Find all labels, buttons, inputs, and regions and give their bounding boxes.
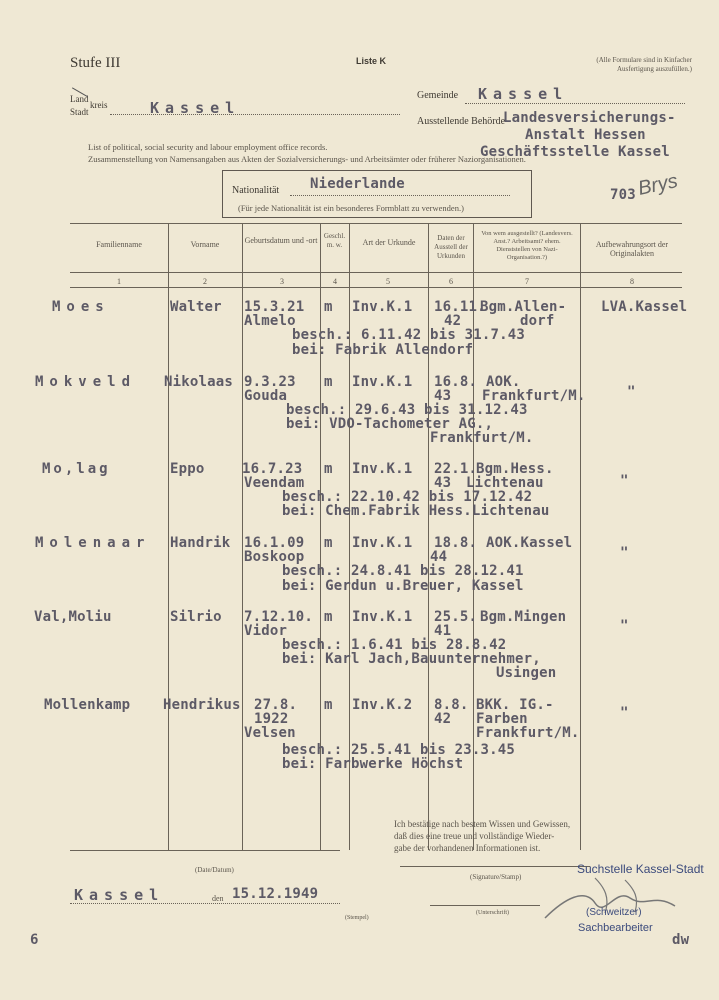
unterschrift-line [430,905,540,906]
employment-period: besch.: 22.10.42 bis 17.12.42 [282,489,533,505]
issuer: AOK.Kassel [486,535,573,551]
employment-period: besch.: 29.6.43 bis 31.12.43 [286,402,528,418]
handwritten-signature [535,868,695,928]
employment-period: besch.: 1.6.41 bis 28.8.42 [282,637,507,653]
birth-date: 15.3.21 [244,299,305,315]
doc-type: Inv.K.1 [352,535,413,551]
confirmation-line-3: gabe der vorhandenen Informationen ist. [394,843,541,853]
family-name: Mollenkamp [44,697,131,713]
doc-type: Inv.K.1 [352,299,413,315]
place-value: Kassel [74,886,165,904]
intro-en: List of political, social security and labour employment office records. [88,142,328,152]
gemeinde-line [465,103,685,104]
ausstellende-value-1: Landesversicherungs- [503,110,676,126]
issuer-2: Farben [476,711,528,727]
given-name: Walter [170,299,222,315]
doc-date: 25.5. [434,609,478,625]
birth-place: Boskoop [244,549,305,565]
doc-date: 16.8. [434,374,478,390]
birth-date: 16.7.23 [242,461,303,477]
issuer-3: Frankfurt/M. [476,725,580,741]
sex: m [324,697,333,713]
issuer: BKK. IG.- [476,697,554,713]
employment-period: besch.: 6.11.42 bis 31.7.43 [292,327,525,343]
col-header-doc: Art der Urkunde [362,238,416,247]
table-header-line [70,272,682,273]
col-header-family: Familienname [96,240,142,249]
employer: bei: VDO-Tachometer AG., [286,416,494,432]
birth-place: Almelo [244,313,296,329]
employer: bei: Farbwerke Höchst [282,756,464,772]
given-name: Hendrikus [163,697,241,713]
doc-date-year: 42 [434,711,452,727]
employer: bei: Karl Jach,Bauunternehmer, [282,651,541,667]
col-header-sex: Geschl. m. w. [323,232,346,249]
date-label: (Date/Datum) [195,866,234,874]
ausstellende-value-2: Anstalt Hessen [525,127,646,143]
employment-period: besch.: 24.8.41 bis 28.12.41 [282,563,524,579]
stempel-label: (Stempel) [345,915,369,921]
family-name: Mo,lag [42,461,111,477]
doc-date: 22.1. [434,461,478,477]
family-name: Val,Moliu [34,609,112,625]
page-number: 6 [30,932,39,948]
nationality-line [290,195,510,196]
employer: bei: Gerdun u.Breuer, Kassel [282,578,524,594]
col-num-8: 8 [630,277,634,286]
doc-date: 18.8. [434,535,478,551]
land-strike [66,87,88,107]
birth-place: Vidor [244,623,288,639]
liste-label: Liste K [356,56,387,66]
col-header-issuer: Von wem ausgestellt? (Landesvers. Anst.? Arbeitsamt? ehem. Dienststellen von Nazi-Organisation.?) [481,230,573,261]
col-header-birth: Geburtsdatum und -ort [244,236,318,245]
issuer: Bgm.Allen- [480,299,567,315]
intro-de: Zusammenstellung von Namensangaben aus Akten der Sozialversicherungs- und Arbeitsämter oder früherer Naziorganisationen. [88,154,526,164]
employment-period: besch.: 25.5.41 bis 23.3.45 [282,742,515,758]
location: " [620,705,629,721]
ausstellende-value-3: Geschäftsstelle Kassel [480,144,670,160]
table-top-line [70,223,682,224]
birth-place: Veendam [244,475,305,491]
nationality-value: Niederlande [310,176,405,192]
col-num-6: 6 [449,277,453,286]
employer-city: Usingen [496,665,557,681]
gemeinde-label: Gemeinde [417,90,459,101]
stadt-label: Stadt [70,107,89,117]
family-name: Molenaar [35,535,151,551]
birth-date: 7.12.10. [244,609,314,625]
col-num-4: 4 [333,277,337,286]
suchstelle-stamp: Suchstelle Kassel-Stadt [577,862,704,876]
doc-date-year: 44 [430,549,448,565]
kreis-value: Kassel [150,99,241,117]
col-header-location: Aufbewahrungsort der Originalakten [595,240,669,258]
place-line [70,903,340,904]
sex: m [324,609,333,625]
col-num-3: 3 [280,277,284,286]
doc-date: 16.11. [434,299,486,315]
given-name: Silrio [170,609,222,625]
doc-date: 8.8. [434,697,469,713]
confirmation-line-1: Ich bestätige nach bestem Wissen und Gewissen, [394,819,571,829]
col-num-2: 2 [203,277,207,286]
col-header-dates: Daten der Ausstell der Urkunden [434,234,468,260]
col-divider-2 [242,223,243,850]
given-name: Eppo [170,461,205,477]
doc-date-year: 42 [444,313,462,329]
doc-type: Inv.K.1 [352,609,413,625]
ausstellende-label: Ausstellende Behörde [417,116,506,127]
role-label: Sachbearbeiter [578,922,653,934]
typist-initials: dw [672,932,690,948]
location: " [620,545,629,561]
unterschrift-label: (Unterschrift) [476,910,509,916]
nationality-label: Nationalität [232,185,280,196]
location: " [627,384,636,400]
family-name: Mokveld [35,374,137,390]
col-num-7: 7 [525,277,529,286]
sex: m [324,374,333,390]
table-num-line [70,287,682,288]
doc-type: Inv.K.1 [352,374,413,390]
col-divider-7 [580,223,581,850]
birth-place: Gouda [244,388,288,404]
signature-label: (Signature/Stamp) [470,873,522,881]
sex: m [324,461,333,477]
stufe-label: Stufe III [70,55,121,71]
doc-date-year: 43 [434,475,452,491]
confirmation-text [394,818,664,854]
doc-date-year: 43 [434,388,452,404]
issuer: AOK. [486,374,521,390]
family-name: Moes [52,299,110,315]
gemeinde-value: Kassel [478,85,569,103]
initial-signature: Brys [636,170,680,200]
land-label: Land [70,94,89,104]
col-num-5: 5 [386,277,390,286]
den-label: den [212,894,224,903]
date-value: 15.12.1949 [232,886,319,902]
sex: m [324,535,333,551]
kreis-label: kreis [90,100,108,110]
col-divider-1 [168,223,169,850]
number-703: 703 [610,187,636,203]
location: " [620,473,629,489]
doc-type: Inv.K.1 [352,461,413,477]
employer: bei: Chem.Fabrik Hess.Lichtenau [282,503,550,519]
form-note: (Alle Formulare sind in Kinfacher Ausfertigung auszufüllen.) [596,56,692,73]
employer-city: Frankfurt/M. [430,430,534,446]
kreis-line [110,114,400,115]
location: LVA.Kassel [601,299,688,315]
birth-place: Velsen [244,725,296,741]
doc-date-year: 41 [434,623,452,639]
issuer-2: dorf [520,313,555,329]
employer: bei: Fabrik Allendorf [292,342,474,358]
birth-date: 27.8. [254,697,298,713]
birth-year: 1922 [254,711,289,727]
issuer-2: Frankfurt/M. [482,388,586,404]
person-name: (Schweitzer) [586,907,642,918]
issuer: Bgm.Hess. [476,461,554,477]
col-header-given: Vorname [190,240,220,249]
doc-type: Inv.K.2 [352,697,413,713]
birth-date: 16.1.09 [244,535,305,551]
issuer: Bgm.Mingen [480,609,567,625]
confirmation-line-2: daß dies eine treue und vollständige Wieder- [394,831,555,841]
birth-date: 9.3.23 [244,374,296,390]
given-name: Handrik [170,535,231,551]
sex: m [324,299,333,315]
date-line [70,850,340,851]
issuer-2: Lichtenau [466,475,544,491]
signature-line [400,866,590,867]
col-num-1: 1 [117,277,121,286]
nationality-note: (Für jede Nationalität ist ein besonderes Formblatt zu verwenden.) [238,203,464,213]
location: " [620,618,629,634]
given-name: Nikolaas [164,374,234,390]
